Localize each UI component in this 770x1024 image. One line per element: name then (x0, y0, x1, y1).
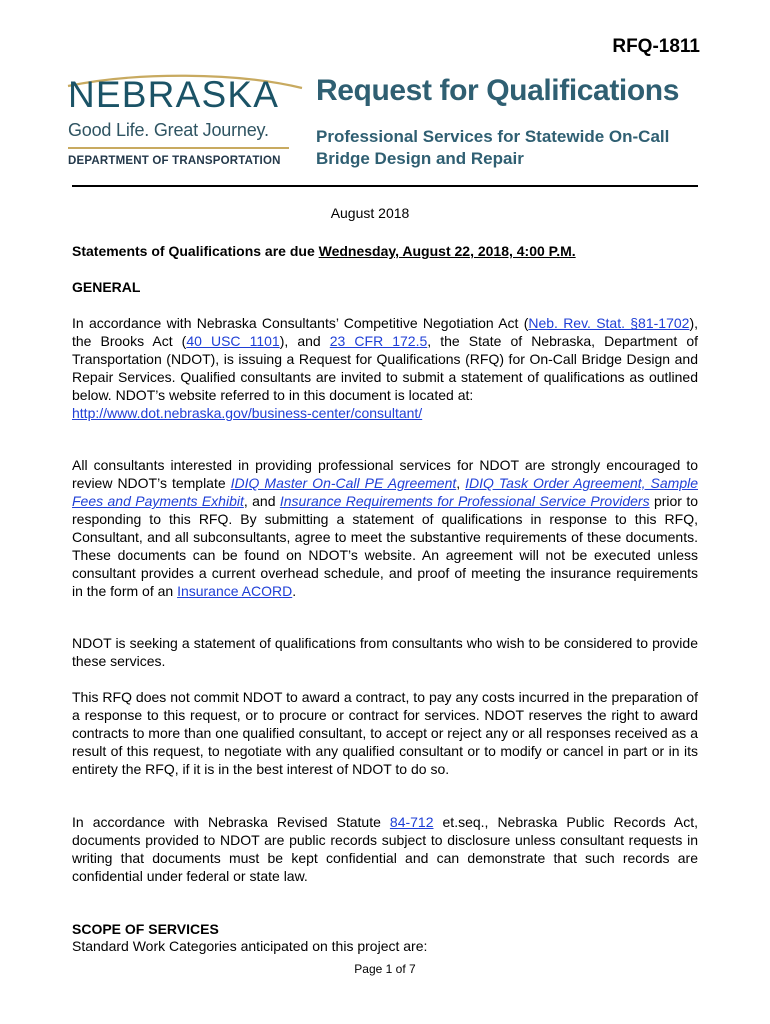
general-paragraph-2 (72, 456, 698, 600)
link-84-712[interactable]: 84-712 (389, 814, 434, 830)
link-idiq-master-agreement[interactable]: IDIQ Master On-Call PE Agreement (230, 475, 457, 491)
logo-department: DEPARTMENT OF TRANSPORTATION (68, 155, 281, 167)
link-consultant-website[interactable]: http://www.dot.nebraska.gov/business-center/consultant/ (72, 405, 423, 421)
link-idiq-task-order[interactable]: IDIQ Task Order Agreement, Sample Fees and Payments Exhibit (72, 475, 699, 509)
p1-text-3: ), and (279, 333, 330, 349)
page-number: Page 1 of 7 (354, 962, 416, 976)
logo-tagline: Good Life. Great Journey. (68, 120, 269, 140)
subtitle-line-1: Professional Services for Statewide On-Call (316, 127, 670, 146)
issue-date: August 2018 (330, 205, 410, 221)
link-neb-rev-stat[interactable]: Neb. Rev. Stat. §81-1702 (528, 315, 690, 331)
scope-heading: SCOPE OF SERVICES (72, 921, 219, 937)
link-insurance-acord[interactable]: Insurance ACORD (177, 583, 293, 599)
link-40-usc-1101[interactable]: 40 USC 1101 (186, 333, 280, 349)
general-paragraph-5 (72, 813, 698, 885)
p5-text-1: In accordance with Nebraska Revised Statute (72, 814, 390, 830)
p2-text-3: , and (243, 493, 280, 509)
general-heading: GENERAL (72, 279, 141, 295)
link-insurance-requirements[interactable]: Insurance Requirements for Professional Service Providers (279, 493, 650, 509)
p1-text-4: , the State of Nebraska, Department of Transportation (NDOT), is issuing a Request for Qualifications (RFQ) for On-Call Bridge Design and Repair Services. Qualified consultants are invited to submit a statement of qualifications as outlined below. NDOT’s website referred to in this document is located at: (72, 333, 699, 403)
p2-text-5: . (292, 583, 297, 599)
header-rule (72, 185, 698, 187)
p5-text-2: et.seq., Nebraska Public Records Act, documents provided to NDOT are public records subject to disclosure unless consultant requests in writing that documents must be kept confidential and can demonstrate that such records are confidential under federal or state law. (72, 814, 699, 884)
p1-text-1: In accordance with Nebraska Consultants’ Competitive Negotiation Act ( (72, 315, 529, 331)
general-paragraph-3: NDOT is seeking a statement of qualifications from consultants who wish to be considered to provide these services. (72, 635, 698, 669)
logo-wordmark: NEBRASKA (68, 74, 280, 115)
general-paragraph-4: This RFQ does not commit NDOT to award a contract, to pay any costs incurred in the preparation of a response to this request, or to procure or contract for services. NDOT reserves the right to award contracts to more than one qualified consultant, to accept or reject any or all responses received as a result of this request, to negotiate with any qualified consultant or to modify or cancel in part or in its entirety the RFQ, if it is in the best interest of NDOT to do so. (72, 689, 698, 777)
page-title: Request for Qualifications (316, 74, 679, 107)
rfq-number: RFQ-1811 (612, 36, 700, 57)
due-statement (72, 242, 698, 260)
due-prefix: Statements of Qualifications are due (72, 243, 319, 259)
p2-text-4: prior to responding to this RFQ. By submitting a statement of qualifications in response to this RFQ, Consultant, and all subconsultants, agree to meet the substantive requirements of these documents. These documents can be found on NDOT’s website. An agreement will not be executed unless consultant provides a current overhead schedule, and proof of meeting the insurance requirements in the form of an (72, 493, 699, 599)
p2-text-1: All consultants interested in providing professional services for NDOT are strongly encouraged to review NDOT’s template (72, 457, 698, 491)
scope-intro: Standard Work Categories anticipated on this project are: (72, 938, 428, 954)
link-23-cfr-172-5[interactable]: 23 CFR 172.5 (329, 333, 428, 349)
page-subtitle (316, 126, 706, 170)
due-datetime: Wednesday, August 22, 2018, 4:00 P.M. (318, 243, 576, 259)
general-paragraph-1 (72, 314, 698, 422)
p2-text-2: , (456, 475, 466, 491)
logo-divider (68, 147, 289, 149)
subtitle-line-2: Bridge Design and Repair (316, 149, 524, 168)
p1-text-2: ), the Brooks Act ( (72, 315, 698, 349)
